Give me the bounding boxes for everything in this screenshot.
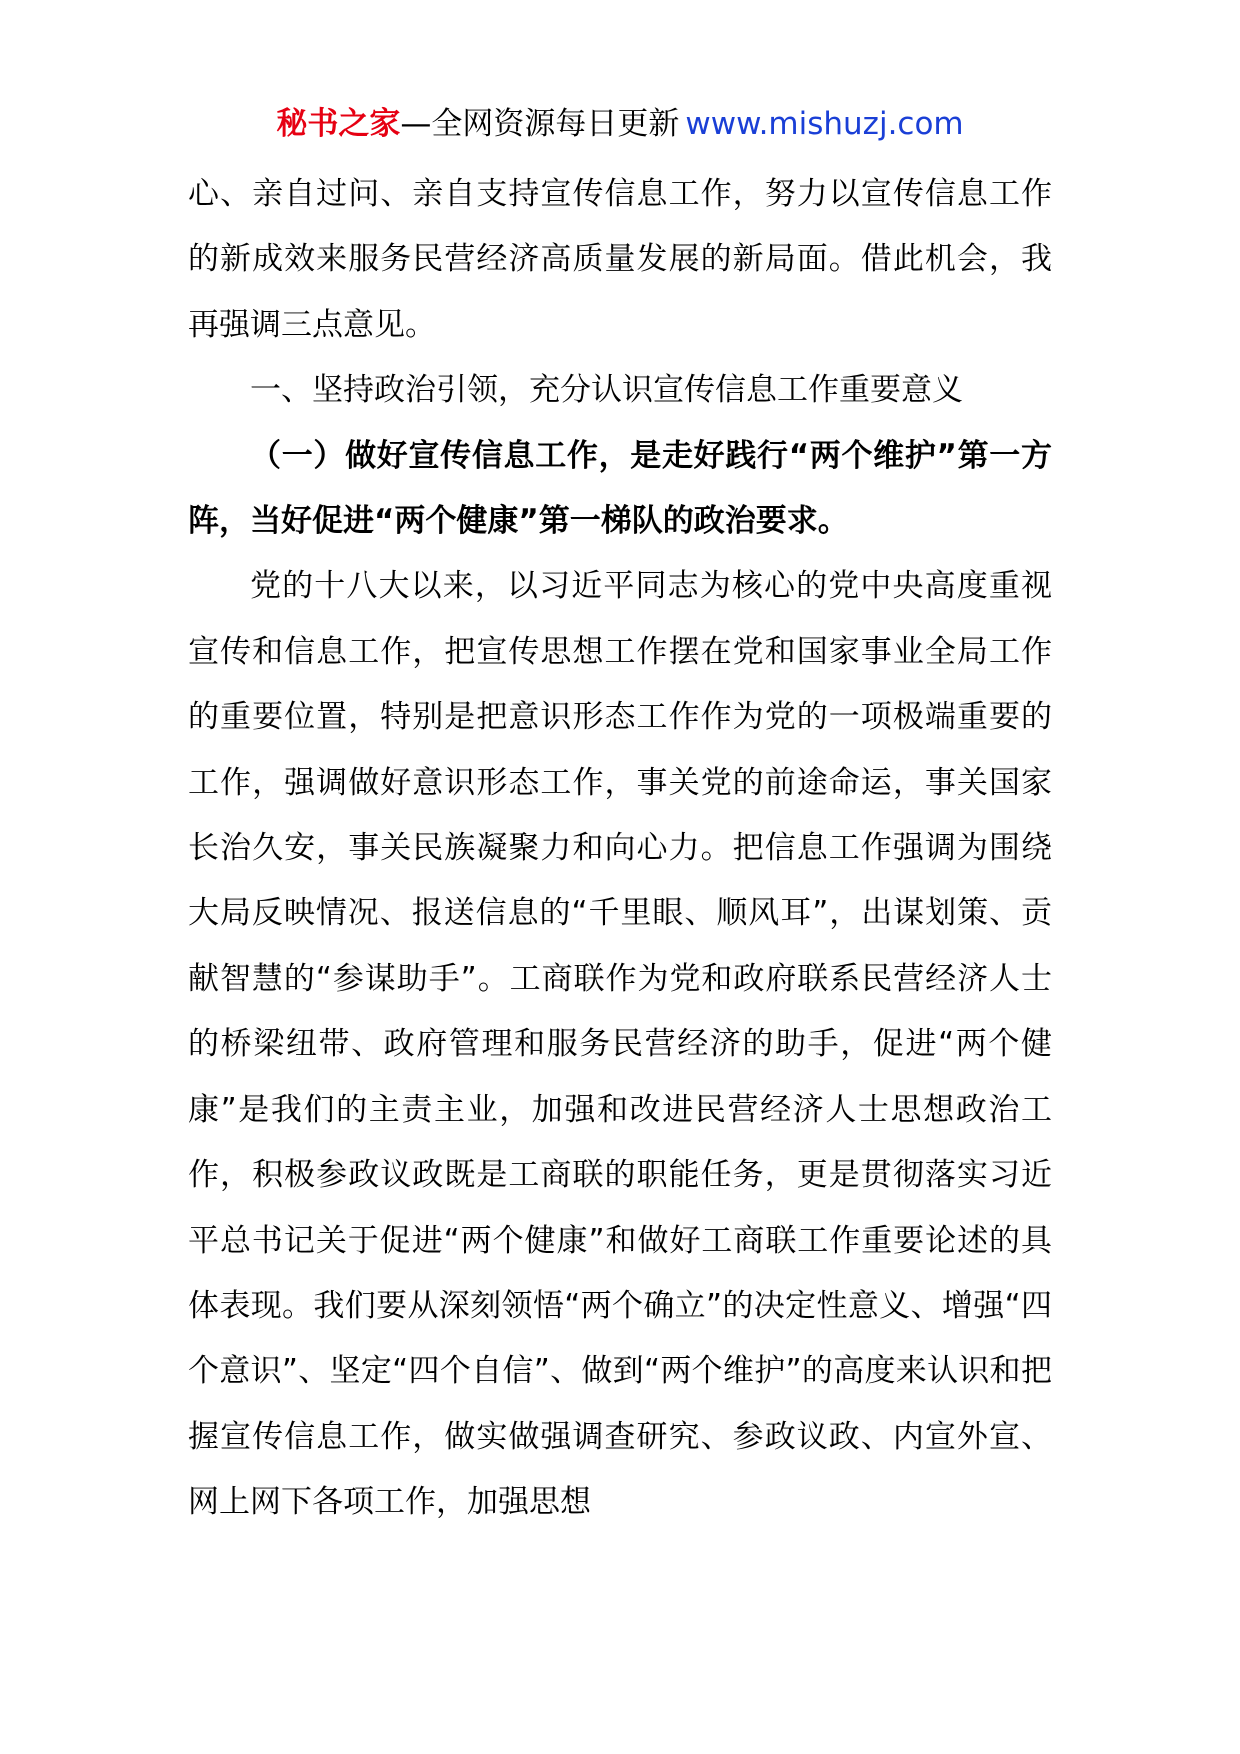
section-heading: 一、坚持政治引领，充分认识宣传信息工作重要意义 — [250, 372, 963, 409]
page-header — [0, 100, 1240, 148]
website-link[interactable]: www.mishuzj.com — [685, 106, 964, 142]
document-body — [188, 162, 1052, 1536]
subsection-heading: （一）做好宣传信息工作，是走好践行“两个维护”第一方阵，当好促进“两个健康”第一梯队的政治要求。 — [188, 437, 1052, 540]
continued-paragraph: 心、亲自过问、亲自支持宣传信息工作，努力以宣传信息工作的新成效来服务民营经济高质量发展的新局面。借此机会，我再强调三点意见。 — [188, 176, 1052, 343]
body-paragraph: 党的十八大以来，以习近平同志为核心的党中央高度重视宣传和信息工作，把宣传思想工作摆在党和国家事业全局工作的重要位置，特别是把意识形态工作作为党的一项极端重要的工作，强调做好意识形态工作，事关党的前途命运，事关国家长治久安，事关民族凝聚力和向心力。把信息工作强调为围绕大局反映情况、报送信息的“千里眼、顺风耳”，出谋划策、贡献智慧的“参谋助手”。工商联作为党和政府联系民营经济人士的桥梁纽带、政府管理和服务民营经济的助手，促进“两个健康”是我们的主责主业，加强和改进民营经济人士思想政治工作，积极参政议政既是工商联的职能任务，更是贯彻落实习近平总书记关于促进“两个健康”和做好工商联工作重要论述的具体表现。我们要从深刻领悟“两个确立”的决定性意义、增强“四个意识”、坚定“四个自信”、做到“两个维护”的高度来认识和把握宣传信息工作，做实做强调查研究、参政议政、内宣外宣、网上网下各项工作，加强思想 — [188, 568, 1052, 1521]
header-tagline: —全网资源每日更新 — [400, 106, 680, 142]
brand-name: 秘书之家 — [276, 106, 401, 142]
